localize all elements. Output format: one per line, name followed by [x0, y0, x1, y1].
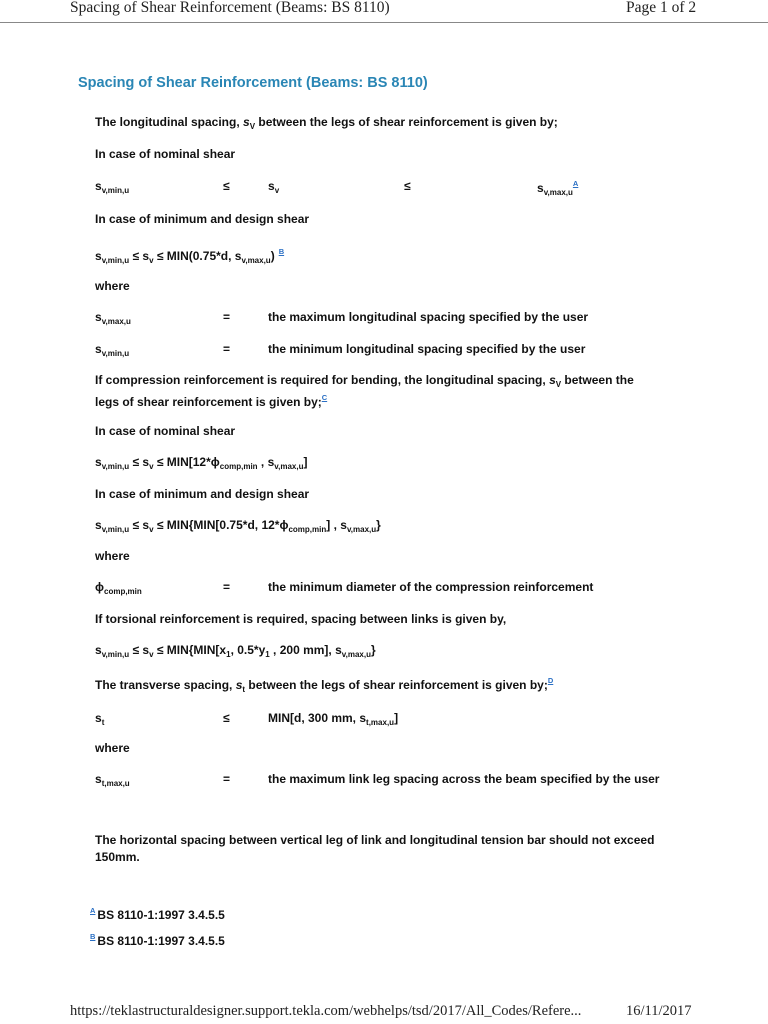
min-design-heading-1: In case of minimum and design shear [95, 212, 310, 226]
where-label-3: where [95, 741, 130, 755]
where-label-1: where [95, 279, 130, 293]
def-max-text: the maximum longitudinal spacing specified by the user [268, 310, 589, 324]
cite-c-link[interactable]: C [321, 393, 328, 402]
eq6-rhs: MIN[d, 300 mm, $s_{t,max,u}$] [268, 711, 399, 727]
compression-text-line-1: If compression reinforcement is required for bending, the longitudinal spacing, $s_V$ between the [95, 373, 634, 389]
intro-text-a: The longitudinal spacing, [95, 115, 244, 129]
eq6-lhs: $s_t$ [95, 711, 105, 727]
footer-date: 16/11/2017 [626, 1003, 692, 1019]
intro-text [95, 115, 558, 131]
intro-text-b: between the legs of shear reinforcement is given by; [255, 115, 558, 129]
def-t-text: the maximum link leg spacing across the beam specified by the user [268, 772, 660, 786]
horizontal-note-line-2: 150mm. [95, 850, 140, 864]
where-label-2: where [95, 549, 130, 563]
def-max-equals: = [223, 310, 231, 324]
min-design-heading-2: In case of minimum and design shear [95, 487, 310, 501]
def-phi-text: the minimum diameter of the compression reinforcement [268, 580, 594, 594]
reference-a: $^A$ BS 8110-1:1997 3.4.5.5 [90, 906, 225, 922]
eq1-le-2: ≤ [404, 179, 411, 193]
cite-d-link[interactable]: D [547, 676, 554, 685]
cite-b-link[interactable]: B [278, 247, 285, 256]
nominal-shear-heading-1: In case of nominal shear [95, 147, 236, 161]
page-footer [0, 1000, 768, 1024]
reference-b: $^B$ BS 8110-1:1997 3.4.5.5 [90, 932, 225, 948]
transverse-text: The transverse spacing, $s_t$ between the legs of shear reinforcement is given by;$^D$ [95, 676, 554, 694]
sv-symbol: $s_V$ [243, 115, 256, 131]
eq6-le: ≤ [223, 711, 230, 725]
footer-url: https://teklastructuraldesigner.support.tekla.com/webhelps/tsd/2017/All_Codes/Refere... [70, 1003, 582, 1019]
nominal-shear-heading-2: In case of nominal shear [95, 424, 236, 438]
page-header [0, 0, 768, 24]
eq1-lhs: $s_{v,min,u}$ [95, 179, 130, 195]
def-max-symbol: $s_{v,max,u}$ [95, 310, 131, 326]
def-min-equals: = [223, 342, 231, 356]
def-t-symbol: $s_{t,max,u}$ [95, 772, 130, 788]
header-page-number: Page 1 of 2 [626, 0, 697, 16]
def-min-text: the minimum longitudinal spacing specified by the user [268, 342, 586, 356]
eq3: $s_{v,min,u} \le s_v \le MIN[12*\phi_{comp,min}$ , $s_{v,max,u}$] [95, 455, 308, 471]
torsion-text: If torsional reinforcement is required, spacing between links is given by, [95, 612, 507, 626]
header-title: Spacing of Shear Reinforcement (Beams: BS 8110) [70, 0, 390, 16]
reference-a-mark[interactable]: A [90, 906, 96, 915]
eq2: $s_{v,min,u} \le s_v \le MIN(0.75*d$, $s_{v,max,u}$) $^B$ [95, 247, 285, 265]
def-min-symbol: $s_{v,min,u}$ [95, 342, 130, 358]
eq4: $s_{v,min,u} \le s_v \le MIN\{MIN[0.75*d$, $12*\phi_{comp,min}$] , $s_{v,max,u}$} [95, 518, 381, 534]
document-title: Spacing of Shear Reinforcement (Beams: BS 8110) [78, 75, 428, 91]
cite-a-link[interactable]: A [572, 179, 579, 188]
eq1-rhs: $s_{v,max,u}^A$ [537, 179, 579, 197]
def-phi-equals: = [223, 580, 231, 594]
horizontal-note-line-1: The horizontal spacing between vertical leg of link and longitudinal tension bar should not exceed [95, 833, 655, 847]
reference-b-mark[interactable]: B [90, 932, 96, 941]
def-t-equals: = [223, 772, 231, 786]
def-phi-symbol: $\phi_{comp,min}$ [95, 580, 142, 596]
compression-text-line-2: legs of shear reinforcement is given by;$^C$ [95, 393, 328, 409]
eq1-le-1: ≤ [223, 179, 230, 193]
eq1-mid: $s_v$ [268, 179, 280, 195]
header-divider [0, 22, 768, 23]
eq5: $s_{v,min,u} \le s_v \le MIN\{MIN[x_1$, $0.5*y_1$ , 200 mm], $s_{v,max,u}$} [95, 643, 376, 659]
